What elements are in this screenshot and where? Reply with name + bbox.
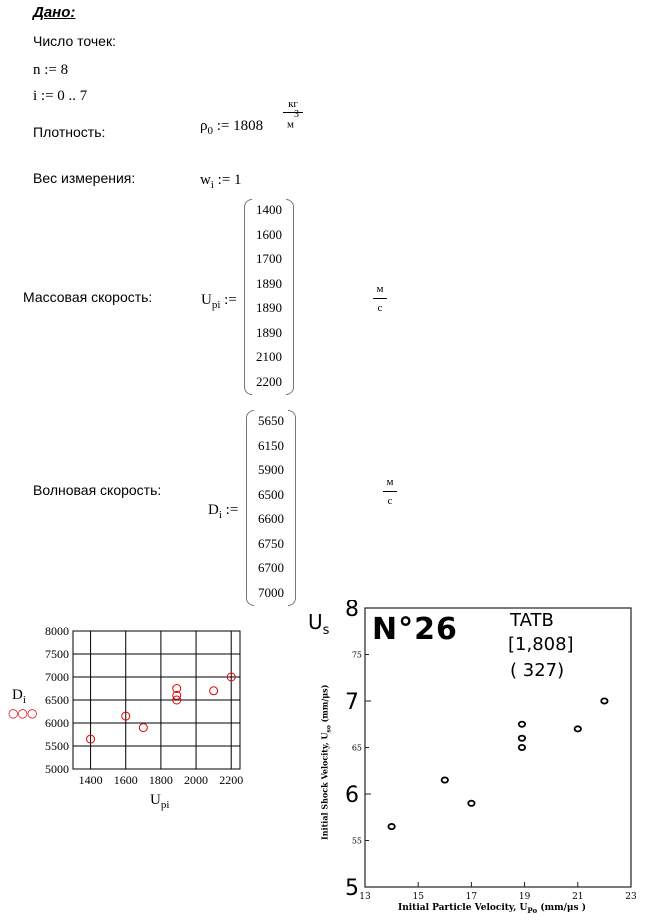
paper-x-tick-label: 15 <box>412 892 424 902</box>
density-fraction-line <box>283 112 303 113</box>
paper-chart-y-axis-label: Initial Shock Velocity, $U_{so}$ (mm/μs) <box>319 684 333 841</box>
weight-expression <box>200 172 242 191</box>
y-tick-label: 6500 <box>45 693 69 707</box>
x-tick-label: 2000 <box>184 773 209 787</box>
wave-velocity-subscript: i <box>218 509 222 521</box>
paper-chart-x-axis-label: Initial Particle Velocity, $U_{Po}$ (mm/μs ) <box>398 903 586 915</box>
x-tick-label: 2200 <box>219 773 244 787</box>
wave-velocity-unit-denominator: с <box>387 495 393 507</box>
density-unit-numerator: кг <box>288 98 298 110</box>
n-expression: n := 8 <box>33 62 69 78</box>
wave-velocity-value: 6500 <box>258 486 284 502</box>
annotation-density: [1,808] <box>508 634 574 655</box>
wave-velocity-lhs <box>208 502 238 521</box>
mass-velocity-unit-numerator: м <box>376 283 384 295</box>
paper-x-tick-label: 17 <box>465 892 478 902</box>
paper-y-tick-label: 8 <box>345 600 359 622</box>
wave-velocity-value: 5900 <box>258 462 284 478</box>
paper-plot-border <box>365 608 631 887</box>
chart-x-axis-label: $U_{pi}$ <box>150 792 170 811</box>
annotation-number: ( 327) <box>510 660 565 681</box>
paper-data-point <box>519 722 525 727</box>
y-tick-label: 7000 <box>45 670 69 684</box>
mass-velocity-value: 1890 <box>256 275 282 291</box>
wave-velocity-value: 7000 <box>258 584 284 600</box>
x-tick-label: 1600 <box>113 773 138 787</box>
y-tick-label: 5000 <box>45 762 69 776</box>
mass-velocity-subscript: pi <box>211 299 221 311</box>
wave-velocity-unit-numerator: м <box>386 476 394 488</box>
paper-y-tick-label: 6 <box>345 783 359 808</box>
weight-label: Вес измерения: <box>33 170 136 186</box>
y-tick-label: 5500 <box>45 739 69 753</box>
paper-x-tick-label: 19 <box>518 892 531 902</box>
paper-data-point <box>601 698 607 703</box>
density-unit-denominator: $м^3$ <box>287 109 299 131</box>
weight-symbol: w <box>200 172 211 188</box>
paper-y-tick-label: 7 <box>345 690 359 715</box>
paper-data-point <box>442 777 448 782</box>
page-title: Дано: <box>33 4 76 21</box>
density-unit <box>280 98 306 131</box>
mass-velocity-matrix <box>244 199 294 395</box>
chart-y-axis-label: $D_i$ <box>12 687 26 706</box>
paper-data-point <box>575 726 581 731</box>
annotation-tatb: TATB <box>510 610 554 631</box>
paper-chart-frame <box>365 608 631 887</box>
mass-velocity-value: 1400 <box>256 202 282 218</box>
paper-y-minor-tick-label: 55 <box>351 836 362 846</box>
i-expression: i := 0 .. 7 <box>33 88 88 104</box>
paper-y-tick-label: 5 <box>345 876 359 901</box>
mass-velocity-assign: := <box>224 292 237 308</box>
mass-velocity-value: 2200 <box>256 373 282 389</box>
density-expression <box>200 118 263 137</box>
paper-x-tick-label: 13 <box>359 892 371 902</box>
paper-chart-corner-label: $U_s$ <box>308 610 330 638</box>
mass-velocity-value: 2100 <box>256 349 282 365</box>
mass-velocity-value: 1890 <box>256 300 282 316</box>
mass-velocity-unit-denominator: с <box>377 302 383 314</box>
wave-velocity-value: 6150 <box>258 437 284 453</box>
mass-velocity-lhs <box>201 292 237 311</box>
wave-velocity-fraction-line <box>383 491 397 492</box>
paper-data-point <box>519 745 525 750</box>
paper-data-point <box>388 824 394 829</box>
weight-value: := 1 <box>217 172 242 188</box>
scanned-paper-chart <box>300 600 646 924</box>
chart-grid <box>73 631 240 769</box>
density-label: Плотность: <box>33 124 106 140</box>
density-symbol: ρ <box>200 118 208 134</box>
mass-velocity-symbol: U <box>201 292 212 308</box>
wave-velocity-value: 6700 <box>258 560 284 576</box>
wave-velocity-value: 6750 <box>258 535 284 551</box>
mass-velocity-unit <box>372 283 388 314</box>
paper-x-tick-label: 23 <box>625 892 637 902</box>
data-point <box>139 724 147 732</box>
mass-velocity-value: 1600 <box>256 226 282 242</box>
data-point <box>210 687 218 695</box>
paper-chart-title: N°26 <box>372 612 458 647</box>
paper-data-point <box>519 736 525 741</box>
mass-velocity-value: 1700 <box>256 251 282 267</box>
chart-legend-markers: ○○○ <box>8 706 37 720</box>
weight-subscript: i <box>210 179 214 191</box>
wave-velocity-unit <box>382 476 398 507</box>
wave-velocity-label: Волновая скорость: <box>33 482 162 498</box>
mathcad-scatter-chart <box>0 620 300 820</box>
wave-velocity-symbol: D <box>208 502 219 518</box>
paper-y-minor-tick-label: 65 <box>351 743 362 753</box>
x-tick-label: 1400 <box>78 773 103 787</box>
paper-y-minor-tick-label: 75 <box>351 650 362 660</box>
chart-tick-labels <box>45 624 243 787</box>
y-tick-label: 7500 <box>45 647 69 661</box>
density-value: := 1808 <box>216 118 264 134</box>
mass-velocity-value: 1890 <box>256 324 282 340</box>
points-count-label: Число точек: <box>33 33 116 49</box>
mass-velocity-label: Массовая скорость: <box>23 289 153 305</box>
mass-velocity-fraction-line <box>373 298 387 299</box>
wave-velocity-value: 6600 <box>258 511 284 527</box>
density-subscript: 0 <box>207 125 213 137</box>
paper-data-point <box>468 801 474 806</box>
wave-velocity-assign: := <box>225 502 239 518</box>
wave-velocity-matrix <box>246 410 296 606</box>
y-tick-label: 8000 <box>45 624 69 638</box>
paper-x-tick-label: 21 <box>572 892 584 902</box>
y-tick-label: 6000 <box>45 716 69 730</box>
x-tick-label: 1800 <box>148 773 173 787</box>
paper-chart-data-points <box>388 698 607 829</box>
wave-velocity-value: 5650 <box>258 413 284 429</box>
